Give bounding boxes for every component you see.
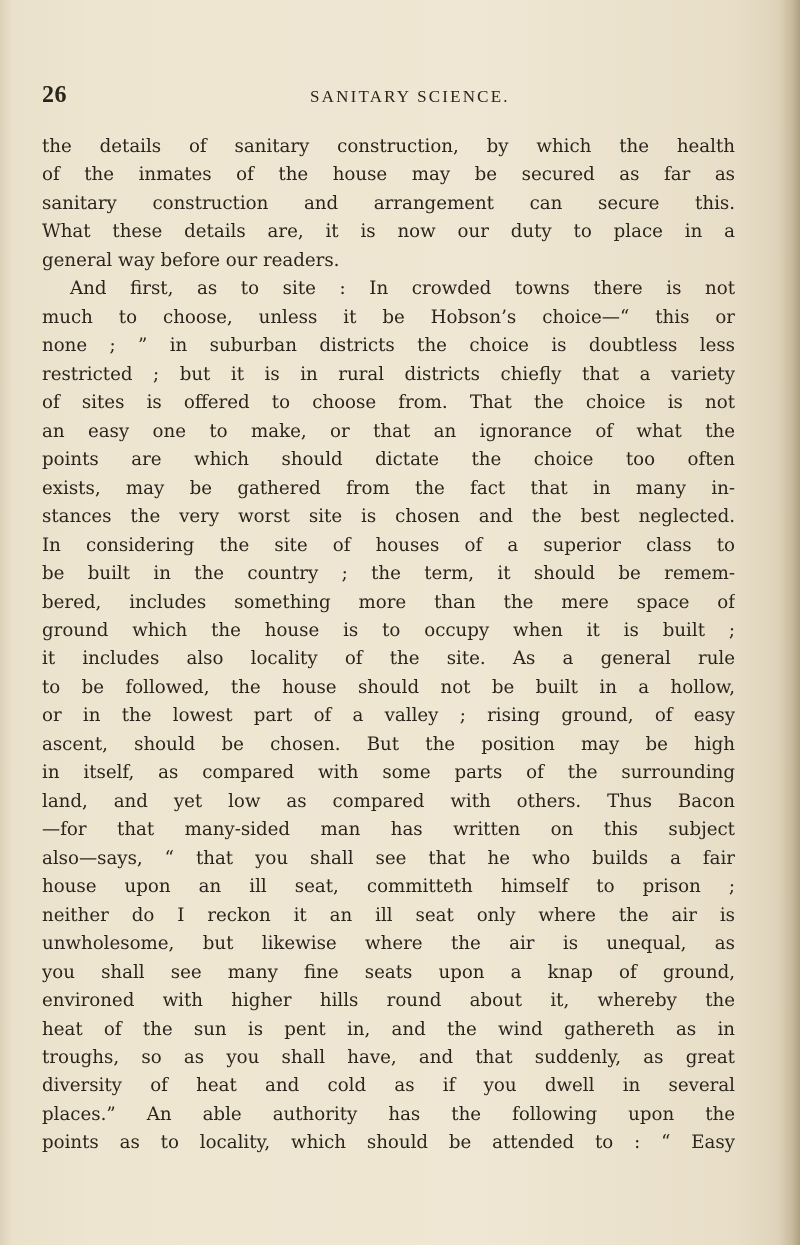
text-line: environed with higher hills round about it, whereby the (42, 990, 735, 1012)
text-line: unwholesome, but likewise where the air is unequal, as (42, 933, 735, 955)
text-line: also—says, “ that you shall see that he who builds a fair (42, 847, 735, 869)
text-line: the details of sanitary construction, by which the health (42, 136, 735, 157)
body-text (42, 133, 735, 1158)
text-line: general way before our readers. (42, 249, 340, 271)
text-line: house upon an ill seat, committeth himself to prison ; (42, 876, 735, 898)
text-line: troughs, so as you shall have, and that suddenly, as great (42, 1047, 735, 1068)
text-line: of the inmates of the house may be secured as far as (42, 164, 735, 186)
text-line: stances the very worst site is chosen and the best neglected. (42, 506, 735, 528)
text-line: of sites is offered to choose from. That the choice is not (42, 392, 735, 414)
text-line: be built in the country ; the term, it should be remem- (42, 563, 735, 585)
text-line: In considering the site of houses of a superior class to (42, 534, 735, 556)
text-line: points as to locality, which should be attended to : “ Easy (42, 1132, 735, 1154)
text-line: What these details are, it is now our duty to place in a (42, 221, 735, 243)
page-edge-shadow (778, 0, 800, 1245)
text-line: or in the lowest part of a valley ; rising ground, of easy (42, 705, 735, 727)
text-line: it includes also locality of the site. As a general rule (42, 648, 735, 670)
text-line: land, and yet low as compared with others. Thus Bacon (42, 790, 735, 812)
text-line: heat of the sun is pent in, and the wind gathereth as in (42, 1018, 735, 1040)
text-line: in itself, as compared with some parts of the surrounding (42, 762, 735, 784)
text-line: places.” An able authority has the following upon the (42, 1103, 735, 1125)
text-line: to be followed, the house should not be built in a hollow, (42, 676, 735, 698)
text-line: none ; ” in suburban districts the choice is doubtless less (42, 335, 735, 357)
page-header (42, 82, 742, 112)
running-title: SANITARY SCIENCE. (310, 87, 510, 106)
text-line: neither do I reckon it an ill seat only where the air is (42, 904, 735, 926)
text-line: diversity of heat and cold as if you dwell in several (42, 1075, 735, 1097)
text-line: sanitary construction and arrangement can secure this. (42, 192, 735, 214)
text-line: restricted ; but it is in rural districts chiefly that a variety (42, 363, 735, 385)
text-line: an easy one to make, or that an ignorance of what the (42, 420, 735, 442)
text-line: And first, as to site : In crowded towns there is not (70, 278, 735, 300)
text-line: points are which should dictate the choice too often (42, 449, 735, 471)
text-line: bered, includes something more than the mere space of (42, 591, 735, 613)
gutter-shadow (0, 0, 12, 1245)
text-line: ascent, should be chosen. But the position may be high (42, 733, 735, 755)
text-line: you shall see many fine seats upon a knap of ground, (42, 961, 735, 983)
text-line: exists, may be gathered from the fact that in many in- (42, 477, 735, 499)
page-number: 26 (42, 82, 67, 108)
text-line: —for that many-sided man has written on this subject (42, 819, 735, 841)
text-line: much to choose, unless it be Hobson’s choice—“ this or (42, 306, 735, 328)
text-line: ground which the house is to occupy when it is built ; (42, 619, 735, 641)
